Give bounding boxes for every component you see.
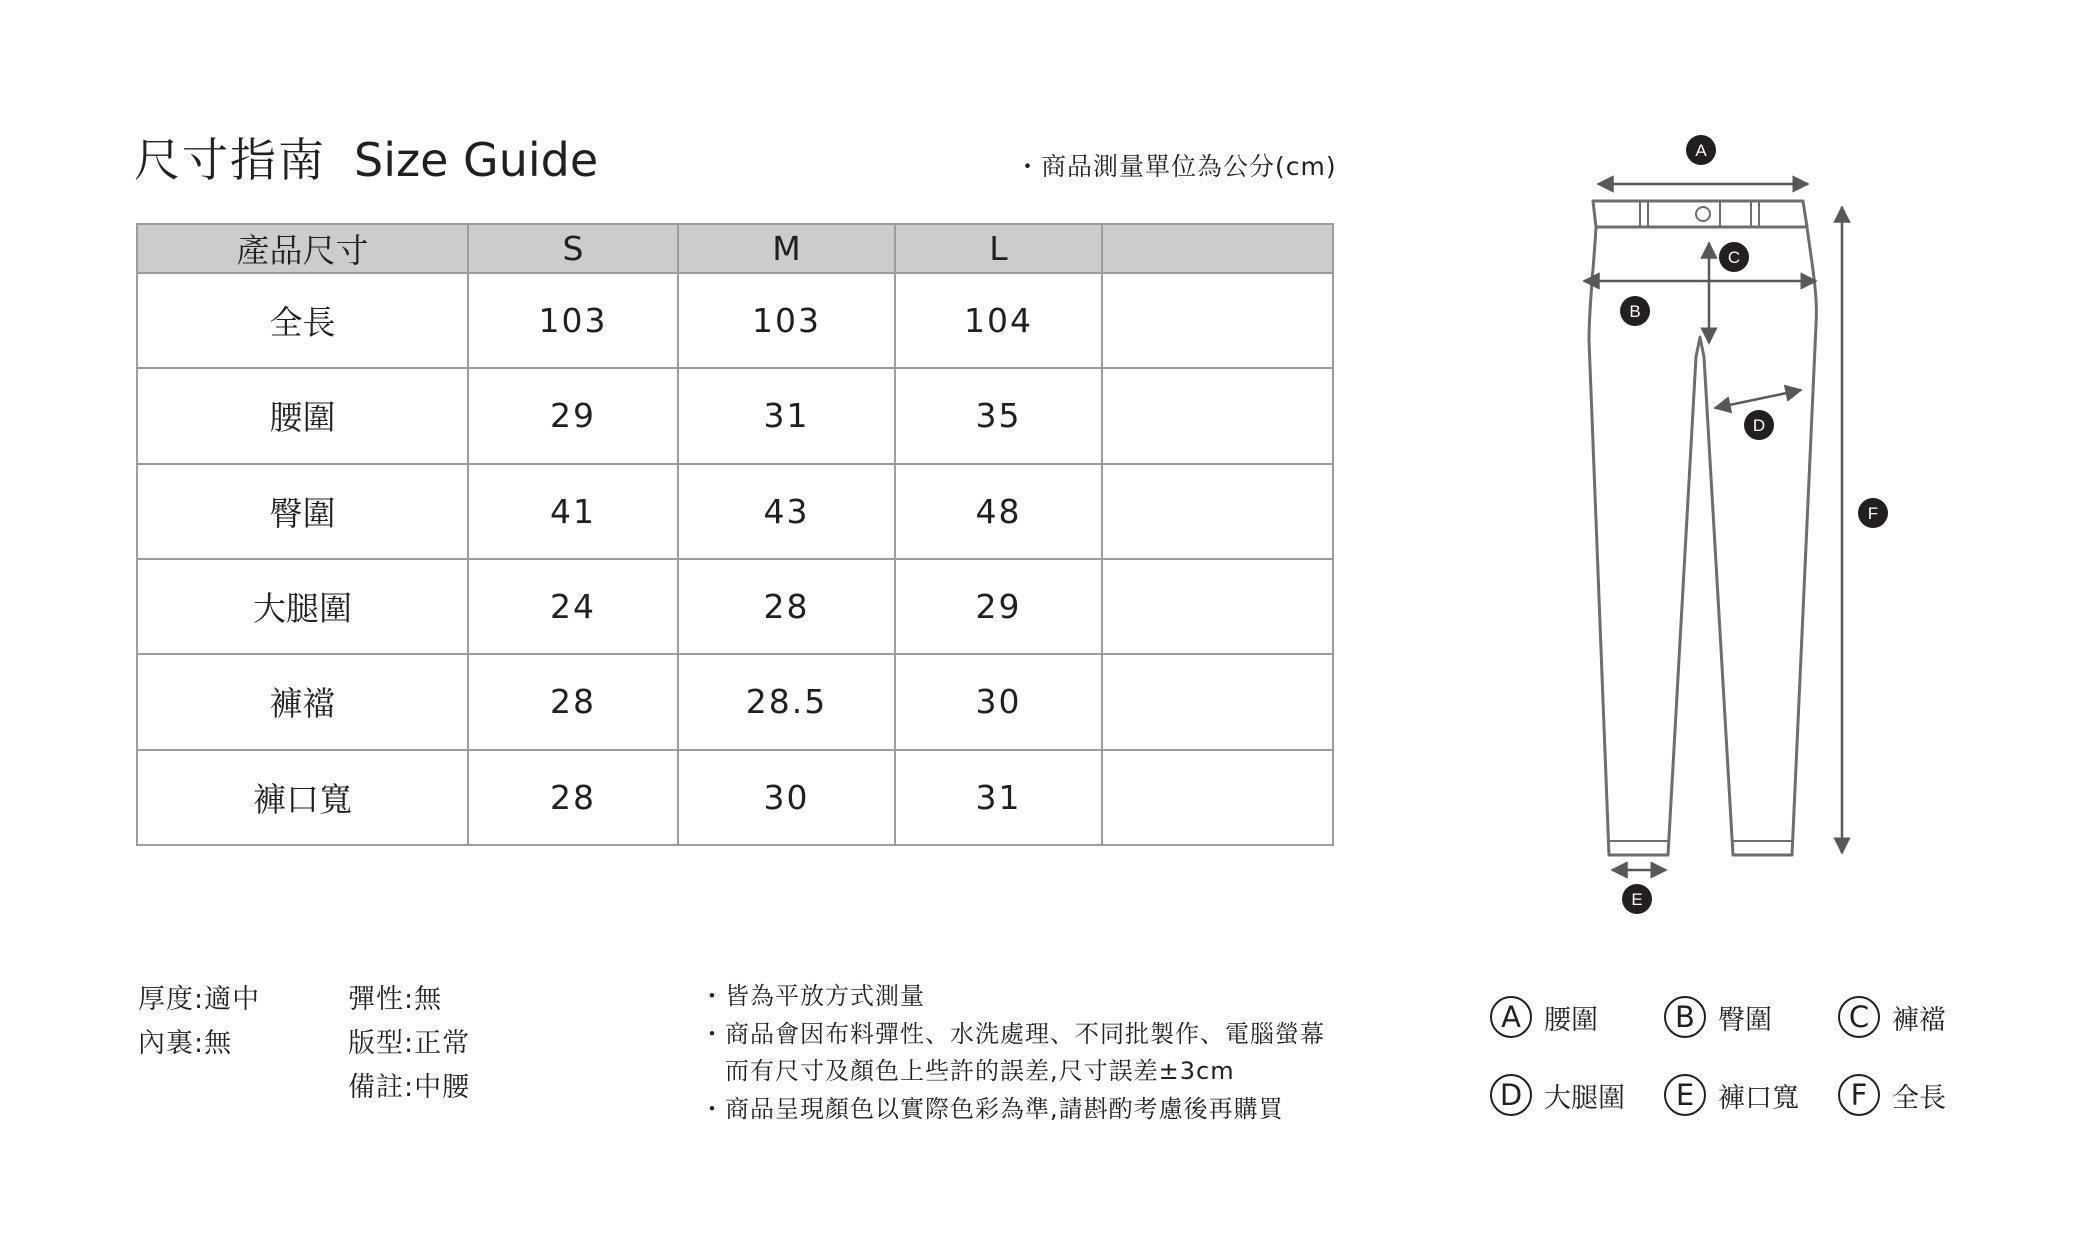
unit-note: ・商品測量單位為公分(cm) bbox=[1015, 152, 1337, 181]
note-line: ・商品會因布料彈性、水洗處理、不同批製作、電腦螢幕 bbox=[700, 1019, 1325, 1048]
table-cell: 48 bbox=[895, 464, 1102, 559]
svg-text:F: F bbox=[1867, 504, 1879, 523]
marker-f bbox=[1858, 498, 1888, 528]
property-elasticity: 彈性:無 bbox=[348, 984, 443, 1015]
table-cell: 28 bbox=[468, 750, 678, 845]
size-table bbox=[136, 223, 1334, 846]
table-header bbox=[1102, 224, 1333, 273]
table-row bbox=[137, 464, 1333, 559]
table-header: M bbox=[678, 224, 895, 273]
table-cell bbox=[1102, 750, 1333, 845]
table-row bbox=[137, 368, 1333, 463]
table-cell bbox=[1102, 273, 1333, 368]
property-fit: 版型:正常 bbox=[348, 1028, 471, 1059]
marker-b bbox=[1620, 296, 1650, 326]
legend-label: 腰圍 bbox=[1544, 1004, 1598, 1036]
table-row bbox=[137, 273, 1333, 368]
note-line: 而有尺寸及顏色上些許的誤差,尺寸誤差±3cm bbox=[700, 1057, 1235, 1085]
table-cell: 31 bbox=[678, 368, 895, 463]
table-cell: 30 bbox=[678, 750, 895, 845]
svg-text:A: A bbox=[1695, 141, 1707, 160]
table-cell: 103 bbox=[468, 273, 678, 368]
legend-badge: D bbox=[1490, 1074, 1532, 1116]
property-remark: 備註:中腰 bbox=[348, 1072, 471, 1103]
table-header: 產品尺寸 bbox=[137, 224, 468, 273]
marker-d bbox=[1744, 410, 1774, 440]
marker-a bbox=[1686, 135, 1716, 165]
table-cell: 大腿圍 bbox=[137, 559, 468, 654]
table-cell: 臀圍 bbox=[137, 464, 468, 559]
title-zh: 尺寸指南 bbox=[134, 133, 326, 187]
svg-text:E: E bbox=[1631, 890, 1643, 909]
legend-label: 大腿圍 bbox=[1544, 1082, 1625, 1114]
table-cell: 腰圍 bbox=[137, 368, 468, 463]
table-header: L bbox=[895, 224, 1102, 273]
legend-item bbox=[1490, 1074, 1625, 1116]
table-cell: 35 bbox=[895, 368, 1102, 463]
table-header-row bbox=[137, 224, 1333, 273]
legend-item bbox=[1664, 1074, 1799, 1116]
title-en: Size Guide bbox=[354, 133, 599, 187]
table-cell bbox=[1102, 559, 1333, 654]
note-line: ・商品呈現顏色以實際色彩為準,請斟酌考慮後再購買 bbox=[700, 1094, 1284, 1123]
legend-badge: A bbox=[1490, 996, 1532, 1038]
pants-diagram bbox=[1560, 125, 1920, 925]
table-cell: 104 bbox=[895, 273, 1102, 368]
table-cell: 24 bbox=[468, 559, 678, 654]
svg-text:B: B bbox=[1629, 302, 1641, 321]
table-cell: 29 bbox=[468, 368, 678, 463]
legend-label: 褲口寬 bbox=[1718, 1082, 1799, 1114]
legend-item bbox=[1838, 1074, 1946, 1116]
legend-label: 全長 bbox=[1892, 1082, 1946, 1114]
fabric-properties-col1 bbox=[138, 978, 260, 1066]
marker-e bbox=[1622, 884, 1652, 914]
table-cell: 29 bbox=[895, 559, 1102, 654]
table-cell bbox=[1102, 654, 1333, 749]
table-cell: 103 bbox=[678, 273, 895, 368]
property-thickness: 厚度:適中 bbox=[138, 984, 261, 1015]
legend-label: 褲襠 bbox=[1892, 1004, 1946, 1036]
table-cell: 31 bbox=[895, 750, 1102, 845]
legend-item bbox=[1838, 996, 1946, 1038]
table-row bbox=[137, 654, 1333, 749]
svg-text:D: D bbox=[1752, 416, 1766, 435]
legend-badge: F bbox=[1838, 1074, 1880, 1116]
table-cell: 28 bbox=[678, 559, 895, 654]
table-cell: 28.5 bbox=[678, 654, 895, 749]
table-cell: 褲口寬 bbox=[137, 750, 468, 845]
measurement-notes bbox=[700, 978, 1325, 1128]
table-cell: 30 bbox=[895, 654, 1102, 749]
table-cell: 褲襠 bbox=[137, 654, 468, 749]
legend-label: 臀圍 bbox=[1718, 1004, 1772, 1036]
note-line: ・皆為平放方式測量 bbox=[700, 982, 925, 1010]
table-cell: 41 bbox=[468, 464, 678, 559]
pants-outline bbox=[1589, 201, 1816, 855]
page-title bbox=[134, 124, 598, 190]
legend-item bbox=[1664, 996, 1772, 1038]
legend-badge: B bbox=[1664, 996, 1706, 1038]
legend-badge: C bbox=[1838, 996, 1880, 1038]
fabric-properties-col2 bbox=[348, 978, 470, 1110]
legend-item bbox=[1490, 996, 1598, 1038]
table-cell: 43 bbox=[678, 464, 895, 559]
legend-badge: E bbox=[1664, 1074, 1706, 1116]
marker-c bbox=[1719, 242, 1749, 272]
table-row bbox=[137, 750, 1333, 845]
table-header: S bbox=[468, 224, 678, 273]
property-lining: 內裏:無 bbox=[138, 1028, 233, 1059]
table-cell bbox=[1102, 368, 1333, 463]
svg-text:C: C bbox=[1727, 248, 1741, 267]
table-row bbox=[137, 559, 1333, 654]
table-cell: 全長 bbox=[137, 273, 468, 368]
table-cell bbox=[1102, 464, 1333, 559]
table-cell: 28 bbox=[468, 654, 678, 749]
